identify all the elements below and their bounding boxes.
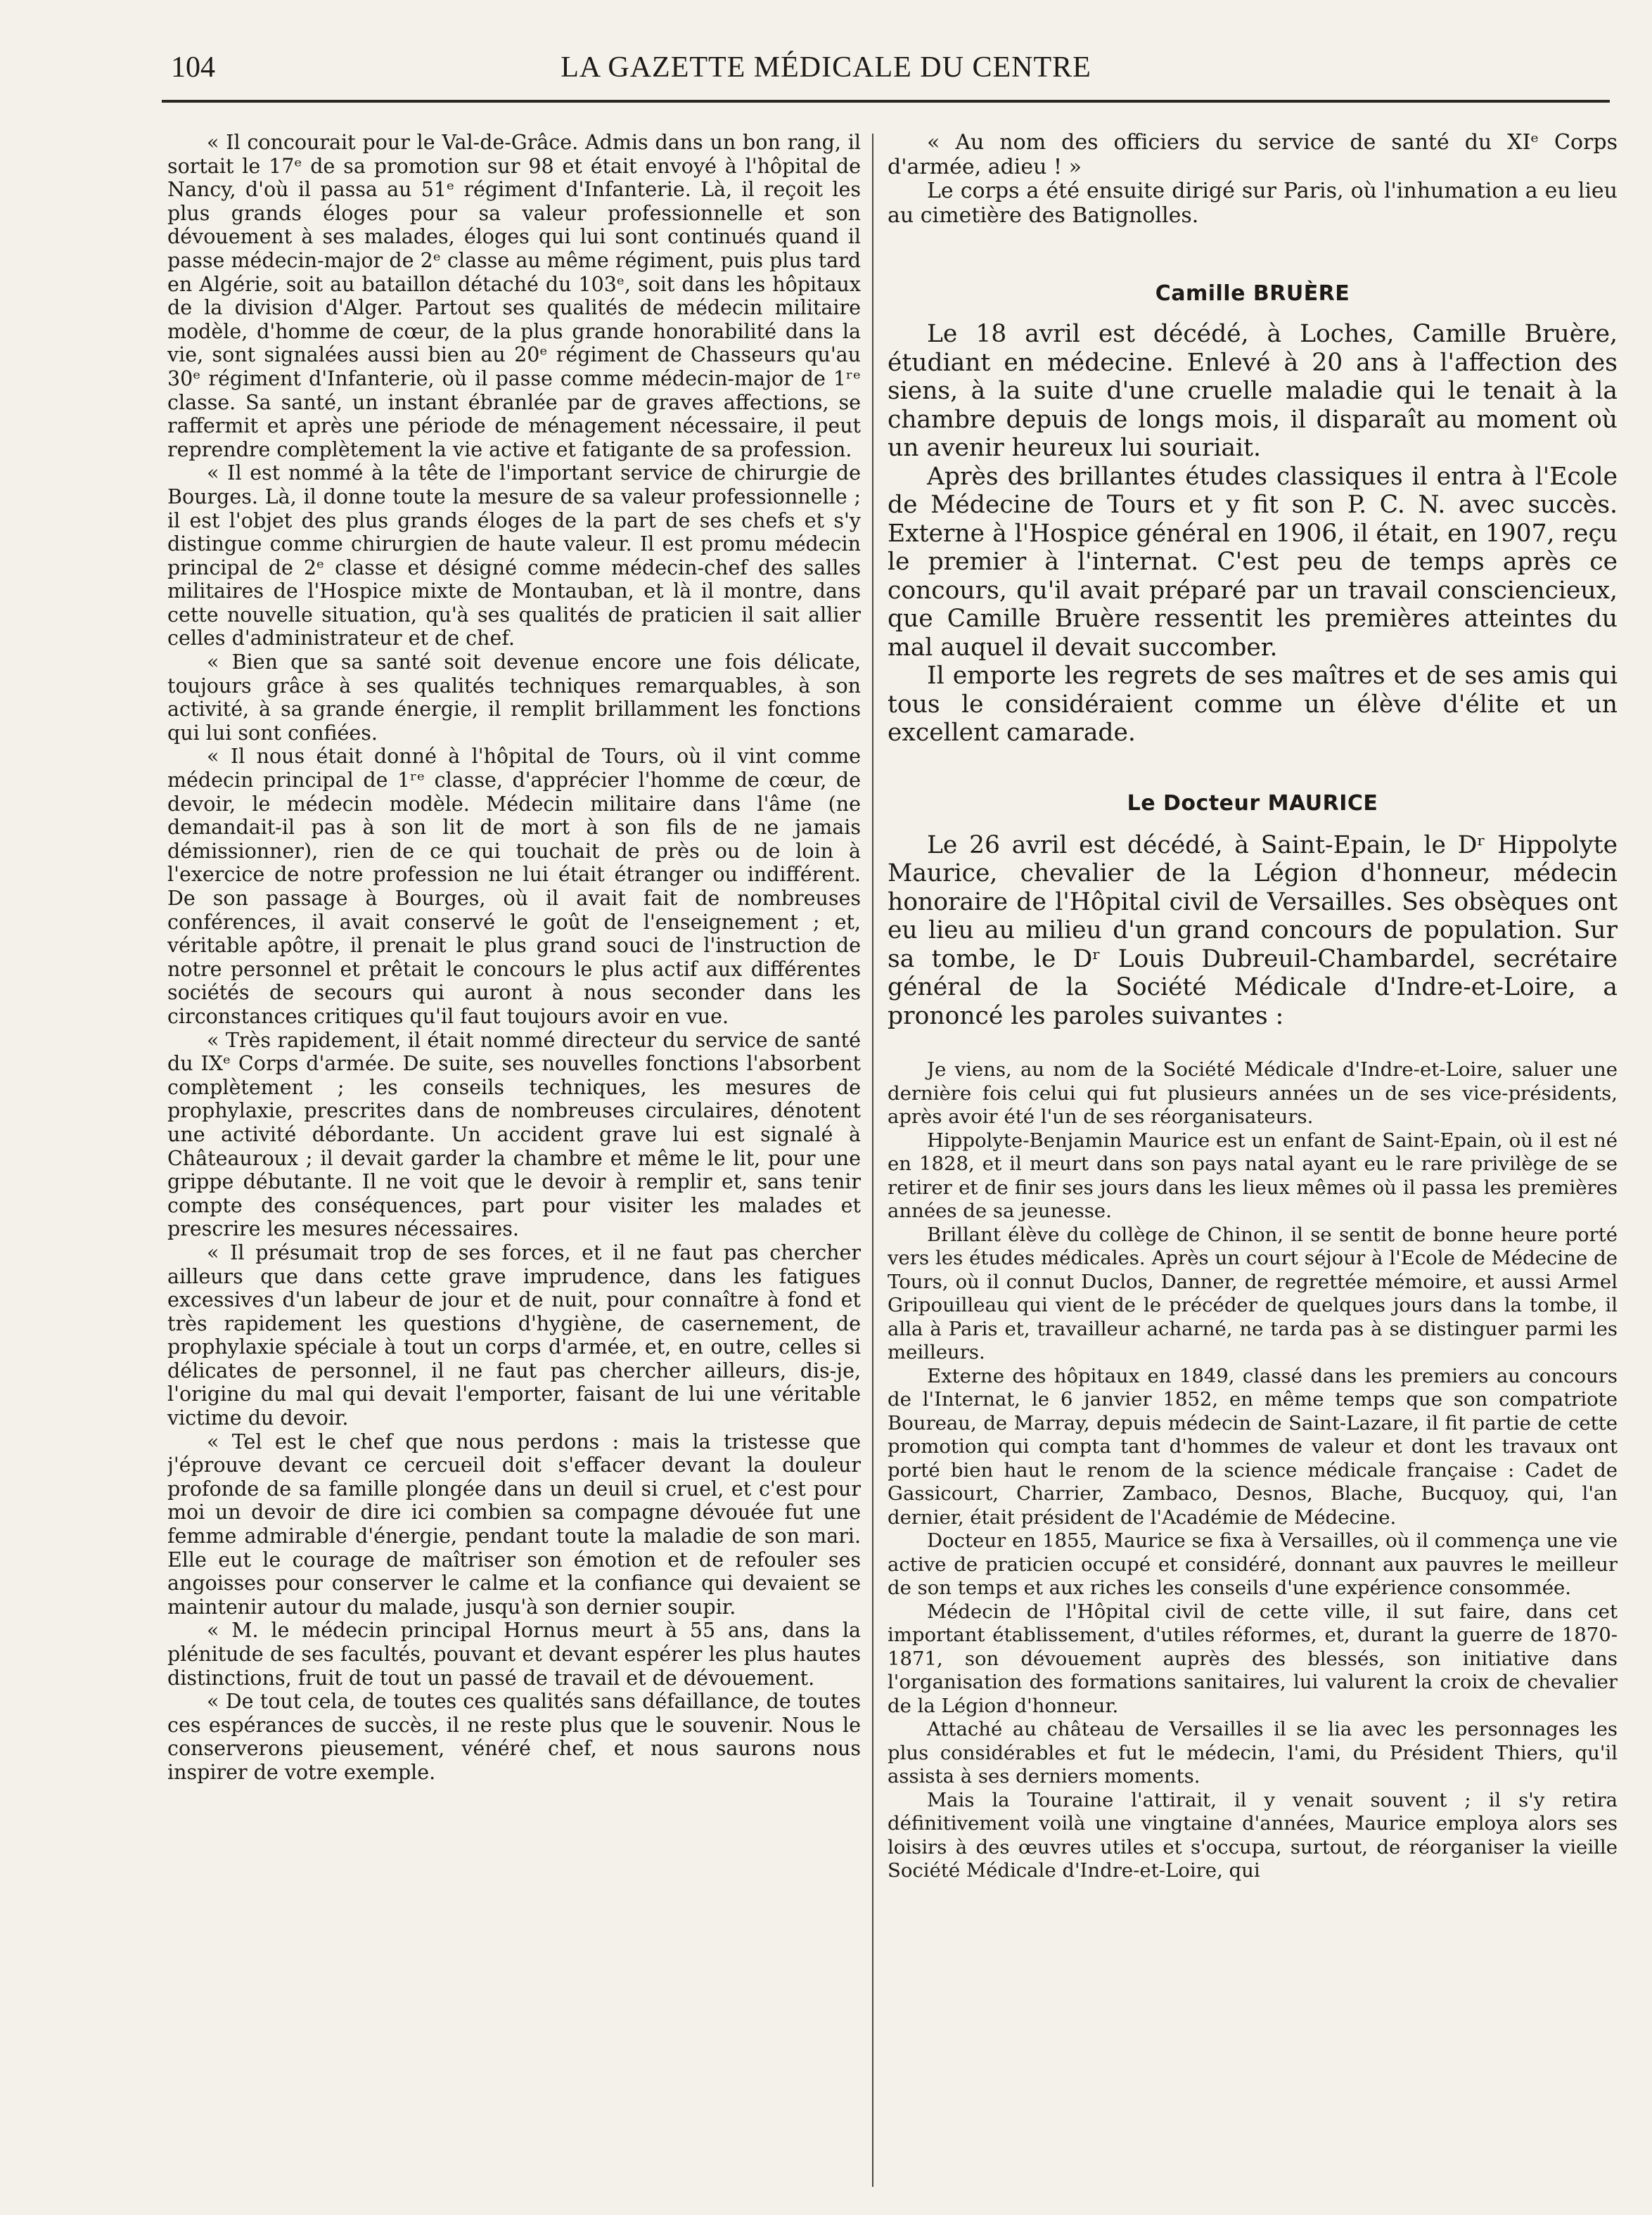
speech-paragraph: Externe des hôpitaux en 1849, classé dans les premiers au concours de l'Internat, le 6 janvier 1852, en même temps que son compatriote Boureau, de Marray, depuis médecin de Saint-Lazare, il fit partie de cette promotion qui compta tant d'hommes de valeur et dont les travaux ont porté bien haut le renom de la science médicale française : Cadet de Gassicourt, Charrier, Zambaco, Desnos, Blache, Bucquoy, qui, l'an dernier, était président de l'Académie de Médecine. — [888, 1364, 1618, 1529]
paragraph: Il emporte les regrets de ses maîtres et de ses amis qui tous le considéraient comme un élève d'élite et un excellent camarade. — [888, 662, 1618, 747]
paragraph: « Tel est le chef que nous perdons : mais la tristesse que j'éprouve devant ce cercueil doit s'effacer devant la douleur profonde de sa famille plongée dans un deuil si cruel, et c'est pour moi un devoir de dire ici combien sa compagne dévouée fut une femme admirable d'énergie, pendant toute la maladie de son mari. Elle eut le courage de maîtriser son émotion et de refouler ses angoisses pour conserver le calme et la confiance qui devaient se maintenir autour du malade, jusqu'à son dernier soupir. — [167, 1430, 861, 1619]
paragraph: « Il est nommé à la tête de l'important service de chirurgie de Bourges. Là, il donne toute la mesure de sa valeur professionnelle ; il est l'objet des plus grands éloges de la part de ses chefs et s'y distingue comme chirurgien de haute valeur. Il est promu médecin principal de 2ᵉ classe et désigné comme médecin-chef des salles militaires de l'Hospice mixte de Montauban, et là il montre, dans cette nouvelle situation, qu'à ses qualités de praticien il sait allier celles d'administrateur et de chef. — [167, 461, 861, 650]
paragraph: « Au nom des officiers du service de santé du XIᵉ Corps d'armée, adieu ! » — [888, 131, 1618, 179]
header-rule — [162, 100, 1610, 103]
speech-paragraph: Je viens, au nom de la Société Médicale d'Indre-et-Loire, saluer une dernière fois celui qui fut plusieurs années un de ses vice-présidents, après avoir été l'un de ses réorganisateurs. — [888, 1058, 1618, 1129]
speech-paragraph: Mais la Touraine l'attirait, il y venait souvent ; il s'y retira définitivement voilà une vingtaine d'années, Maurice employa alors ses loisirs à des œuvres utiles et s'occupa, surtout, de réorganiser la vieille Société Médicale d'Indre-et-Loire, qui — [888, 1788, 1618, 1882]
page-number: 104 — [171, 51, 215, 84]
speech-paragraph: Brillant élève du collège de Chinon, il se sentit de bonne heure porté vers les études médicales. Après un court séjour à l'Ecole de Médecine de Tours, où il connut Duclos, Danner, de regrettée mémoire, et aussi Armel Gripouilleau qui vient de le précéder de quelques jours dans la tombe, il alla à Paris et, travailleur acharné, ne tarda pas à se distinguer parmi les meilleurs. — [888, 1223, 1618, 1364]
left-column — [167, 131, 861, 2194]
spacer — [888, 1030, 1618, 1058]
speech-paragraph: Hippolyte-Benjamin Maurice est un enfant de Saint-Epain, où il est né en 1828, et il meurt dans son pays natal ayant eu le rare privilège de se retirer et de finir ses jours dans les lieux mêmes où il passa les premières années de sa jeunesse. — [888, 1129, 1618, 1223]
obituary-heading-bruere: Camille BRUÈRE — [1155, 281, 1350, 307]
paragraph: « M. le médecin principal Hornus meurt à 55 ans, dans la plénitude de ses facultés, pouvant et devant espérer les plus hautes distinctions, fruit de tout un passé de travail et de dévouement. — [167, 1619, 861, 1690]
paragraph: Le 18 avril est décédé, à Loches, Camille Bruère, étudiant en médecine. Enlevé à 20 ans à l'affection des siens, à la suite d'une cruelle maladie qui le tenait à la chambre depuis de longs mois, il disparaît au moment où un avenir heureux lui souriait. — [888, 320, 1618, 463]
paragraph: « De tout cela, de toutes ces qualités sans défaillance, de toutes ces espérances de succès, il ne reste plus que le souvenir. Nous le conserverons pieusement, vénéré chef, et nous saurons nous inspirer de votre exemple. — [167, 1690, 861, 1784]
obituary-heading-maurice: Le Docteur MAURICE — [1127, 790, 1378, 816]
speech-paragraph: Médecin de l'Hôpital civil de cette ville, il sut faire, dans cet important établissement, d'utiles réformes, et, durant la guerre de 1870-1871, son dévouement auprès des blessés, son initiative dans l'organisation des formations sanitaires, lui valurent la croix de chevalier de la Légion d'honneur. — [888, 1600, 1618, 1717]
paragraph: « Il nous était donné à l'hôpital de Tours, où il vint comme médecin principal de 1ʳᵉ classe, d'apprécier l'homme de cœur, de devoir, le médecin modèle. Médecin militaire dans l'âme (ne demandait-il pas à son lit de mort à son fils de ne jamais démissionner), rien de ce qui touchait de près ou de loin à l'exercice de notre profession ne lui était étranger ou indifférent. De son passage à Bourges, où il avait fait de nombreuses conférences, il avait conservé le goût de l'enseignement ; et, véritable apôtre, il prenait le plus grand souci de l'instruction de notre personnel et prêtait le concours le plus actif aux différentes sociétés de secours qui auront à nous seconder dans les circonstances critiques qu'il faut toujours avoir en vue. — [167, 745, 861, 1028]
running-title: LA GAZETTE MÉDICALE DU CENTRE — [561, 51, 1091, 84]
paragraph: « Il concourait pour le Val-de-Grâce. Admis dans un bon rang, il sortait le 17ᵉ de sa promotion sur 98 et était envoyé à l'hôpital de Nancy, d'où il passa au 51ᵉ régiment d'Infanterie. Là, il reçoit les plus grands éloges pour sa valeur professionnelle et son dévouement à ses malades, éloges qui lui sont continués quand il passe médecin-major de 2ᵉ classe au même régiment, puis plus tard en Algérie, soit au bataillon détaché du 103ᵉ, soit dans les hôpitaux de la division d'Alger. Partout ses qualités de médecin militaire modèle, d'homme de cœur, de la plus grande honorabilité dans la vie, sont signalées aussi bien au 20ᵉ régiment de Chasseurs qu'au 30ᵉ régiment d'Infanterie, où il passe comme médecin-major de 1ʳᵉ classe. Sa santé, un instant ébranlée par de graves affections, se raffermit et après une période de ménagement nécessaire, il peut reprendre complètement la vie active et fatigante de sa profession. — [167, 131, 861, 461]
speech-paragraph: Docteur en 1855, Maurice se fixa à Versailles, où il commença une vie active de praticien occupé et considéré, donnant aux pauvres le meilleur de son temps et aux riches les conseils d'une expérience consommée. — [888, 1529, 1618, 1600]
column-divider — [872, 134, 873, 2187]
paragraph: « Il présumait trop de ses forces, et il ne faut pas chercher ailleurs que dans cette grave imprudence, dans les fatigues excessives d'un labeur de jour et de nuit, pour connaître à fond et très rapidement les questions d'hygiène, de casernement, de prophylaxie spéciale à tout un corps d'armée, et, en outre, celles si délicates de personnel, il ne faut pas chercher ailleurs, dis-je, l'origine du mal qui devait l'emporter, faisant de lui une véritable victime du devoir. — [167, 1240, 861, 1430]
paragraph: Après des brillantes études classiques il entra à l'Ecole de Médecine de Tours et y fit son P. C. N. avec succès. Externe à l'Hospice général en 1906, il était, en 1907, reçu le premier à l'internat. C'est peu de temps après ce concours, qu'il avait préparé par un travail consciencieux, que Camille Bruère ressentit les premières atteintes du mal auquel il devait succomber. — [888, 462, 1618, 662]
paragraph: « Très rapidement, il était nommé directeur du service de santé du IXᵉ Corps d'armée. De suite, ses nouvelles fonctions l'absorbent complètement ; les conseils techniques, les mesures de prophylaxie, prescrites dans de nombreuses circulaires, dénotent une activité débordante. Un accident grave lui est signalé à Châteauroux ; il devait garder la chambre et même le lit, pour une grippe débutante. Il ne voit que le devoir à remplir et, sans tenir compte des conséquences, part pour visiter les malades et prescrire les mesures nécessaires. — [167, 1028, 861, 1241]
speech-paragraph: Attaché au château de Versailles il se lia avec les personnages les plus considérables et fut le médecin, l'ami, du Président Thiers, qu'il assista à ses derniers moments. — [888, 1718, 1618, 1788]
right-column — [888, 131, 1618, 2194]
paragraph: Le corps a été ensuite dirigé sur Paris, où l'inhumation a eu lieu au cimetière des Batignolles. — [888, 179, 1618, 228]
paragraph: « Bien que sa santé soit devenue encore une fois délicate, toujours grâce à ses qualités techniques remarquables, à son activité, à sa grande énergie, il remplit brillamment les fonctions qui lui sont confiées. — [167, 650, 861, 745]
paragraph: Le 26 avril est décédé, à Saint-Epain, le Dʳ Hippolyte Maurice, chevalier de la Légion d'honneur, médecin honoraire de l'Hôpital civil de Versailles. Ses obsèques ont eu lieu au milieu d'un grand concours de population. Sur sa tombe, le Dʳ Louis Dubreuil-Chambardel, secrétaire général de la Société Médicale d'Indre-et-Loire, a prononcé les paroles suivantes : — [888, 830, 1618, 1030]
